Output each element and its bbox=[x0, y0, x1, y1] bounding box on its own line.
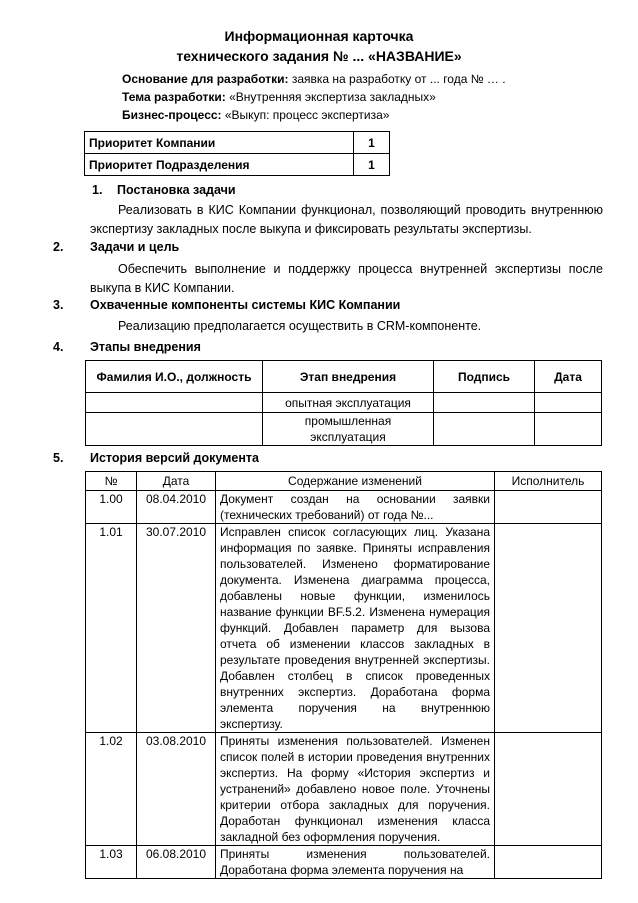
history-date: 30.07.2010 bbox=[137, 524, 216, 733]
meta-topic-value: «Внутренняя экспертиза закладных» bbox=[225, 90, 436, 104]
priority-label: Приоритет Компании bbox=[85, 132, 354, 154]
priority-row bbox=[85, 154, 390, 176]
history-date: 03.08.2010 bbox=[137, 733, 216, 846]
stages-col-signature: Подпись bbox=[434, 361, 535, 393]
meta-basis bbox=[122, 70, 506, 88]
history-col-num: № bbox=[86, 472, 137, 491]
stages-cell bbox=[86, 413, 263, 446]
meta-basis-value: заявка на разработку от ... года № … . bbox=[288, 72, 506, 86]
history-num: 1.02 bbox=[86, 733, 137, 846]
meta-topic bbox=[122, 88, 436, 106]
section-2-number: 2. bbox=[53, 240, 64, 254]
history-col-author: Исполнитель bbox=[495, 472, 602, 491]
history-table bbox=[85, 471, 602, 879]
stages-cell bbox=[535, 413, 602, 446]
history-content: Приняты изменения пользователей. Доработана форма элемента поручения на bbox=[216, 846, 495, 879]
section-5-number: 5. bbox=[53, 451, 64, 465]
history-num: 1.01 bbox=[86, 524, 137, 733]
history-date: 08.04.2010 bbox=[137, 491, 216, 524]
stages-cell: опытная эксплуатация bbox=[263, 393, 434, 413]
stages-row bbox=[86, 393, 602, 413]
section-4-title: Этапы внедрения bbox=[90, 340, 201, 354]
section-5-title: История версий документа bbox=[90, 451, 259, 465]
stages-header-row bbox=[86, 361, 602, 393]
stages-col-stage: Этап внедрения bbox=[263, 361, 434, 393]
stages-cell bbox=[434, 393, 535, 413]
priority-row bbox=[85, 132, 390, 154]
history-row bbox=[86, 733, 602, 846]
history-num: 1.00 bbox=[86, 491, 137, 524]
history-header-row bbox=[86, 472, 602, 491]
history-author bbox=[495, 524, 602, 733]
history-col-content: Содержание изменений bbox=[216, 472, 495, 491]
section-3-text: Реализацию предполагается осуществить в CRM-компоненте. bbox=[118, 319, 482, 333]
stages-cell: промышленная эксплуатация bbox=[263, 413, 434, 446]
section-3-title: Охваченные компоненты системы КИС Компании bbox=[90, 298, 401, 312]
meta-topic-label: Тема разработки: bbox=[122, 90, 226, 104]
history-author bbox=[495, 733, 602, 846]
history-num: 1.03 bbox=[86, 846, 137, 879]
stages-table bbox=[85, 360, 602, 446]
stages-cell bbox=[434, 413, 535, 446]
history-content: Исправлен список согласующих лиц. Указана информация по заявке. Приняты исправления пользователей. Изменено форматирование документа. Изменена диаграмма процесса, добавлены новые функции, изменилось название функции BF.5.2. Изменена нумерация функций. Добавлен параметр для вызова отчета об изменении классов закладных в результате проведения внутренней экспертизы. Добавлен столбец в список проведенных внутренних экспертиз. Доработана форма элемента поручения на внутреннюю экспертизу. bbox=[216, 524, 495, 733]
stages-col-date: Дата bbox=[535, 361, 602, 393]
doc-title-line2: технического задания № ... «НАЗВАНИЕ» bbox=[176, 48, 462, 64]
priority-label: Приоритет Подразделения bbox=[85, 154, 354, 176]
history-author bbox=[495, 846, 602, 879]
history-row bbox=[86, 524, 602, 733]
section-2-title: Задачи и цель bbox=[90, 240, 180, 254]
history-author bbox=[495, 491, 602, 524]
section-1-title: Постановка задачи bbox=[117, 183, 236, 197]
meta-basis-label: Основание для разработки: bbox=[122, 72, 289, 86]
priority-value: 1 bbox=[354, 132, 390, 154]
section-2-text: Обеспечить выполнение и поддержку процесса внутренней экспертизы после выкупа в КИС Компании. bbox=[90, 262, 603, 295]
history-col-date: Дата bbox=[137, 472, 216, 491]
history-row bbox=[86, 491, 602, 524]
stages-row bbox=[86, 413, 602, 446]
history-date: 06.08.2010 bbox=[137, 846, 216, 879]
section-1-number: 1. bbox=[92, 183, 103, 197]
doc-title-line1: Информационная карточка bbox=[224, 28, 414, 44]
section-1-text: Реализовать в КИС Компании функционал, позволяющий проводить внутреннюю экспертизу закладных после выкупа и фиксировать результаты экспертизы. bbox=[90, 203, 603, 236]
section-3-number: 3. bbox=[53, 298, 64, 312]
history-content: Документ создан на основании заявки (технических требований) от года №... bbox=[216, 491, 495, 524]
priority-value: 1 bbox=[354, 154, 390, 176]
stages-cell bbox=[535, 393, 602, 413]
stages-col-person: Фамилия И.О., должность bbox=[86, 361, 263, 393]
meta-process-label: Бизнес-процесс: bbox=[122, 108, 222, 122]
stages-cell bbox=[86, 393, 263, 413]
history-content: Приняты изменения пользователей. Изменен список полей в истории проведения внутренних экспертиз. На форму «История экспертиз и устранений» добавлено новое поле. Уточнены критерии отбора закладных для поручения. Доработан функционал изменения класса закладной без оформления поручения. bbox=[216, 733, 495, 846]
priority-table bbox=[84, 131, 390, 176]
section-4-number: 4. bbox=[53, 340, 64, 354]
history-row bbox=[86, 846, 602, 879]
meta-process-value: «Выкуп: процесс экспертиза» bbox=[221, 108, 390, 122]
meta-process bbox=[122, 106, 389, 124]
